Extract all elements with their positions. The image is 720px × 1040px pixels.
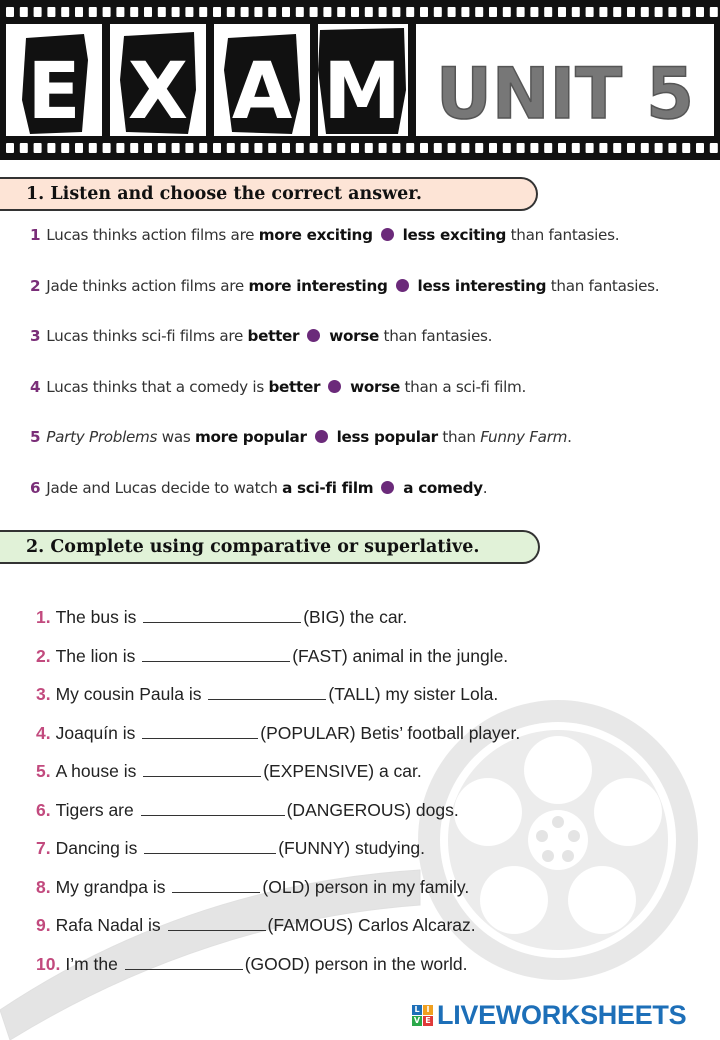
- option-separator-dot: [381, 481, 394, 494]
- film-hole: [586, 7, 594, 17]
- film-hole: [89, 7, 97, 17]
- film-hole: [6, 143, 14, 153]
- film-hole: [47, 143, 55, 153]
- option-b[interactable]: less interesting: [417, 276, 547, 295]
- banner-letter-e: E: [27, 47, 81, 137]
- film-hole: [379, 7, 387, 17]
- item-hint: (FAST) animal in the jungle.: [292, 645, 509, 666]
- film-hole: [130, 7, 138, 17]
- film-hole: [613, 7, 621, 17]
- film-hole: [296, 7, 304, 17]
- film-hole: [461, 7, 469, 17]
- item-number: 5: [30, 428, 41, 446]
- option-separator-dot: [315, 430, 328, 443]
- choice-item: [30, 277, 659, 295]
- film-hole: [103, 7, 111, 17]
- item-number: 4: [30, 377, 41, 396]
- banner-letter-m: M: [323, 47, 401, 137]
- film-hole: [20, 7, 28, 17]
- film-hole: [227, 7, 235, 17]
- film-hole: [103, 143, 111, 153]
- gap-fill-item: [36, 607, 407, 628]
- film-hole: [6, 7, 14, 17]
- film-hole: [185, 7, 193, 17]
- film-hole: [655, 143, 663, 153]
- option-a[interactable]: better: [268, 377, 321, 396]
- film-hole: [489, 143, 497, 153]
- film-hole: [461, 143, 469, 153]
- item-text: Tigers are: [55, 799, 139, 820]
- item-text: .: [567, 428, 572, 446]
- item-number: 1.: [36, 607, 51, 627]
- option-b[interactable]: less popular: [336, 428, 438, 446]
- gap-fill-item: [36, 800, 459, 821]
- gap-fill-item: [36, 954, 467, 975]
- gap-fill-item: [36, 761, 422, 782]
- film-hole: [75, 143, 83, 153]
- item-text: A house is: [55, 761, 142, 781]
- section1-title: 1. Listen and choose the correct answer.: [0, 177, 538, 211]
- film-hole: [34, 143, 42, 153]
- film-hole: [130, 143, 138, 153]
- choice-item: [30, 226, 619, 244]
- film-hole: [185, 143, 193, 153]
- film-hole: [323, 7, 331, 17]
- film-hole: [392, 7, 400, 17]
- film-hole: [572, 143, 580, 153]
- film-hole: [61, 7, 69, 17]
- film-hole: [420, 143, 428, 153]
- film-hole: [503, 7, 511, 17]
- banner-letter-x: X: [127, 47, 189, 137]
- item-hint: (OLD) person in my family.: [262, 876, 470, 897]
- item-number: 2: [30, 276, 41, 295]
- item-text: Lucas thinks that a comedy is: [46, 377, 269, 396]
- gap-fill-item: [36, 877, 469, 898]
- item-hint: (FUNNY) studying.: [278, 838, 426, 858]
- answer-blank[interactable]: [142, 647, 290, 662]
- film-hole: [586, 143, 594, 153]
- film-hole: [517, 7, 525, 17]
- item-text: Lucas thinks sci-fi films are: [46, 327, 248, 345]
- film-hole: [116, 7, 124, 17]
- film-hole: [323, 143, 331, 153]
- film-hole: [503, 143, 511, 153]
- option-a[interactable]: more interesting: [248, 276, 388, 295]
- item-text: The bus is: [55, 607, 142, 627]
- choice-item: [30, 479, 487, 497]
- answer-blank[interactable]: [172, 878, 260, 893]
- liveworksheets-logo-icon: L I V E: [412, 1005, 434, 1027]
- film-hole: [475, 143, 483, 153]
- film-hole: [199, 7, 207, 17]
- option-a[interactable]: better: [247, 327, 300, 345]
- item-text: Joaquín is: [55, 722, 141, 743]
- film-hole: [517, 143, 525, 153]
- option-separator-dot: [328, 380, 341, 393]
- film-hole: [655, 7, 663, 17]
- item-text: Lucas thinks action films are: [46, 226, 259, 244]
- item-hint: (POPULAR) Betis’ football player.: [260, 722, 521, 743]
- film-hole: [599, 7, 607, 17]
- film-hole: [710, 7, 718, 17]
- item-text: than fantasies.: [506, 226, 620, 244]
- item-text: I’m the: [65, 953, 123, 974]
- gap-fill-item: [36, 684, 498, 705]
- choice-item: [30, 428, 572, 446]
- gap-fill-item: [36, 646, 508, 667]
- item-number: 6: [30, 478, 41, 497]
- film-hole: [351, 7, 359, 17]
- answer-blank[interactable]: [208, 685, 326, 700]
- film-hole: [310, 143, 318, 153]
- film-hole: [530, 7, 538, 17]
- film-hole: [558, 143, 566, 153]
- film-hole: [434, 7, 442, 17]
- film-hole: [282, 143, 290, 153]
- item-number: 7.: [36, 838, 51, 858]
- film-hole: [199, 143, 207, 153]
- film-hole: [351, 143, 359, 153]
- film-hole: [406, 143, 414, 153]
- item-number: 10.: [36, 953, 61, 974]
- answer-blank[interactable]: [142, 724, 258, 739]
- answer-blank[interactable]: [141, 801, 285, 816]
- item-text: The lion is: [55, 645, 141, 666]
- item-hint: (DANGEROUS) dogs.: [286, 799, 459, 820]
- film-hole: [158, 143, 166, 153]
- item-text: than a sci-fi film.: [399, 377, 527, 396]
- item-text: My cousin Paula is: [55, 684, 207, 704]
- film-hole: [599, 143, 607, 153]
- option-a[interactable]: more exciting: [258, 226, 373, 244]
- film-hole: [406, 7, 414, 17]
- film-hole: [144, 7, 152, 17]
- film-hole: [710, 143, 718, 153]
- film-hole: [337, 7, 345, 17]
- answer-blank[interactable]: [143, 608, 301, 623]
- film-hole: [475, 7, 483, 17]
- film-hole: [641, 7, 649, 17]
- film-hole: [158, 7, 166, 17]
- item-number: 6.: [36, 799, 51, 820]
- film-hole: [613, 143, 621, 153]
- film-hole: [254, 143, 262, 153]
- exam-banner: [0, 0, 720, 160]
- item-text: Dancing is: [55, 838, 143, 858]
- film-reel-illustration: [0, 700, 720, 1040]
- film-hole: [268, 143, 276, 153]
- option-b[interactable]: a comedy: [403, 478, 483, 497]
- option-b[interactable]: worse: [350, 377, 400, 396]
- item-text: than fantasies.: [379, 327, 493, 345]
- gap-fill-item: [36, 723, 520, 744]
- film-hole: [434, 143, 442, 153]
- choice-item: [30, 378, 526, 396]
- answer-blank[interactable]: [168, 916, 266, 931]
- film-hole: [172, 7, 180, 17]
- item-text: Rafa Nadal is: [55, 915, 166, 935]
- choice-item: [30, 327, 492, 345]
- item-number: 8.: [36, 876, 51, 897]
- item-number: 4.: [36, 722, 51, 743]
- film-hole: [696, 7, 704, 17]
- film-hole: [296, 143, 304, 153]
- film-hole: [241, 143, 249, 153]
- item-text: was: [157, 428, 195, 446]
- film-hole: [572, 7, 580, 17]
- film-hole: [282, 7, 290, 17]
- item-number: 2.: [36, 645, 51, 666]
- item-hint: (EXPENSIVE) a car.: [263, 761, 422, 781]
- film-hole: [116, 143, 124, 153]
- film-hole: [544, 143, 552, 153]
- item-hint: (FAMOUS) Carlos Alcaraz.: [267, 915, 476, 935]
- film-hole: [365, 143, 373, 153]
- item-hint: (GOOD) person in the world.: [244, 953, 468, 974]
- film-hole: [310, 7, 318, 17]
- item-number: 1: [30, 226, 41, 244]
- answer-blank[interactable]: [125, 955, 243, 970]
- item-title-italic: Party Problems: [46, 428, 158, 446]
- film-hole: [337, 143, 345, 153]
- film-hole: [365, 7, 373, 17]
- film-hole: [668, 7, 676, 17]
- film-hole: [420, 7, 428, 17]
- liveworksheets-logo-text: LIVEWORKSHEETS: [437, 1000, 687, 1030]
- item-number: 5.: [36, 761, 51, 781]
- film-hole: [682, 7, 690, 17]
- banner-letter-a: A: [231, 47, 293, 137]
- film-hole: [392, 143, 400, 153]
- film-hole: [544, 7, 552, 17]
- answer-blank[interactable]: [143, 762, 261, 777]
- film-hole: [627, 7, 635, 17]
- film-hole: [213, 7, 221, 17]
- film-hole: [682, 143, 690, 153]
- film-hole: [530, 143, 538, 153]
- item-hint: (BIG) the car.: [303, 607, 408, 627]
- film-hole: [448, 143, 456, 153]
- option-b[interactable]: less exciting: [402, 226, 507, 244]
- option-separator-dot: [381, 228, 394, 241]
- film-hole: [47, 7, 55, 17]
- film-hole: [89, 143, 97, 153]
- film-hole: [75, 7, 83, 17]
- item-text: than fantasies.: [546, 276, 660, 295]
- item-number: 3: [30, 327, 41, 345]
- answer-blank[interactable]: [144, 839, 276, 854]
- film-hole: [34, 7, 42, 17]
- option-separator-dot: [307, 329, 320, 342]
- film-hole: [448, 7, 456, 17]
- item-text: Jade and Lucas decide to watch: [46, 478, 283, 497]
- option-b[interactable]: worse: [329, 327, 380, 345]
- film-hole: [627, 143, 635, 153]
- item-number: 9.: [36, 915, 51, 935]
- film-hole: [144, 143, 152, 153]
- gap-fill-item: [36, 838, 425, 859]
- section2-title: 2. Complete using comparative or superlative.: [0, 530, 540, 564]
- film-hole: [254, 7, 262, 17]
- film-hole: [227, 143, 235, 153]
- option-a[interactable]: a sci-fi film: [282, 478, 374, 497]
- film-hole: [20, 143, 28, 153]
- film-hole: [558, 7, 566, 17]
- item-text: than: [437, 428, 481, 446]
- film-hole: [668, 143, 676, 153]
- film-hole: [641, 143, 649, 153]
- item-text: .: [482, 478, 488, 497]
- film-hole: [172, 143, 180, 153]
- liveworksheets-logo: [412, 1000, 686, 1032]
- item-text: My grandpa is: [55, 876, 171, 897]
- film-hole: [489, 7, 497, 17]
- film-hole: [61, 143, 69, 153]
- item-number: 3.: [36, 684, 51, 704]
- film-hole: [268, 7, 276, 17]
- option-separator-dot: [396, 279, 409, 292]
- item-hint: (TALL) my sister Lola.: [328, 684, 499, 704]
- film-hole: [241, 7, 249, 17]
- option-a[interactable]: more popular: [194, 428, 307, 446]
- gap-fill-item: [36, 915, 476, 936]
- item-text: Jade thinks action films are: [46, 276, 249, 295]
- film-hole: [379, 143, 387, 153]
- item-title-italic: Funny Farm: [480, 428, 568, 446]
- film-hole: [696, 143, 704, 153]
- film-hole: [213, 143, 221, 153]
- banner-unit-label: UNIT 5: [436, 53, 694, 135]
